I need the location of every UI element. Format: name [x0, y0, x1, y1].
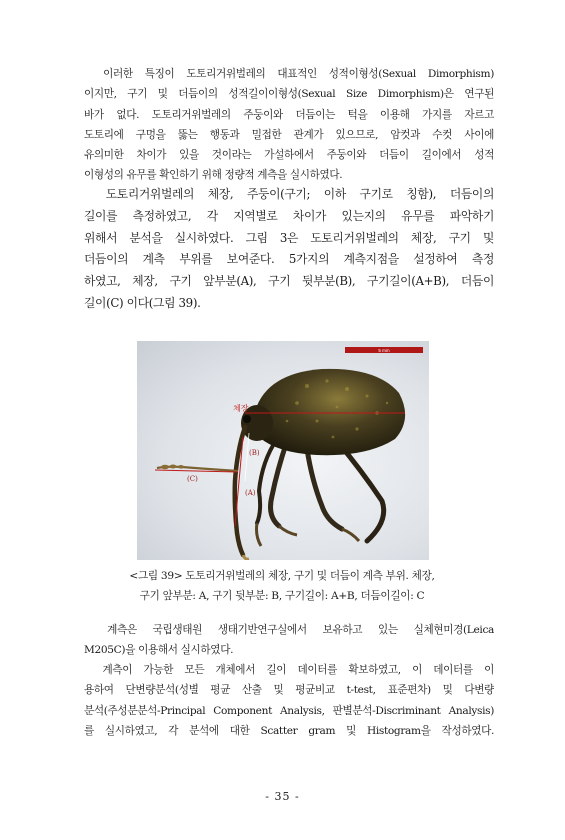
text-line: 이러한 특징이 도토리거위벌레의 대표적인 성적이형성(Sexual Dimorphism)	[84, 68, 494, 80]
caption-line: 구기 앞부분: A, 구기 뒷부분: B, 구기길이: A+B, 더듬이길이: C	[139, 590, 425, 602]
text-line: 이형성의 유무를 확인하기 위해 정량적 계측을 실시하였다.	[84, 169, 343, 182]
text-line: 길이를 측정하였고, 각 지역별로 차이가 있는지의 유무를 파악하기	[84, 208, 494, 223]
text-line: 바가 없다. 도토리거위벌레의 주둥이와 더듬이는 턱을 이용해 가지를 자르고	[84, 108, 494, 121]
weevil-rostrum	[235, 427, 245, 555]
paragraph-sexual-dimorphism	[84, 64, 494, 186]
paragraph-measurement	[84, 184, 494, 315]
text-line: 용하여 단변량분석(성별 평균 산출 및 평균비교 t-test, 표준편차) 및 다변량	[84, 684, 494, 697]
page-number: - 35 -	[265, 790, 300, 803]
text-line: 이지만, 구기 및 더듬이의 성적길이이형성(Sexual Size Dimorphism)은 연구된	[84, 88, 494, 101]
weevil-photo	[137, 341, 429, 560]
weevil-body	[255, 369, 405, 455]
weevil-illustration	[137, 341, 429, 560]
text-line: 하였고, 체장, 구기 앞부분(A), 구기 뒷부분(B), 구기길이(A+B), 더듬이	[84, 274, 494, 289]
text-line: 분석(주성분분석-Principal Component Analysis, 판별분석-Discriminant Analysis)	[84, 704, 494, 717]
text-line: 유의미한 차이가 있을 것이라는 가설하에서 주둥이와 더듬이 길이에서 성적	[84, 149, 494, 162]
text-line: 위해서 분석을 실시하였다. 그림 3은 도토리거위벌레의 체장, 구기 및	[84, 230, 494, 245]
caption-line: <그림 39> 도토리거위벌레의 체장, 구기 및 더듬이 계측 부위. 체장,	[129, 570, 435, 582]
label-b: (B)	[249, 449, 260, 457]
scale-bar-label: 5 mm	[378, 348, 390, 353]
text-line: 더듬이의 계측 부위를 보여준다. 5가지의 계측지점을 설정하여 측정	[84, 252, 494, 267]
label-a: (A)	[245, 489, 256, 497]
text-line: 를 실시하였고, 각 분석에 대한 Scatter gram 및 Histogram을 작성하였다.	[84, 724, 494, 737]
text-line: M205C)을 이용해서 실시하였다.	[84, 644, 234, 657]
text-line: 길이(C) 이다(그림 39).	[84, 295, 201, 310]
text-line: 도토리에 구멍을 뚫는 행동과 밀접한 관계가 있으므로, 암컷과 수컷 사이에	[84, 128, 494, 141]
paragraph-microscope	[84, 620, 494, 661]
text-line: 계측이 가능한 모든 개체에서 길이 데이터를 확보하였고, 이 데이터를 이	[84, 664, 494, 676]
text-line: 계측은 국립생태원 생태기반연구실에서 보유하고 있는 실체현미경(Leica	[84, 624, 494, 636]
rostrum-b-line	[245, 433, 249, 481]
label-c: (C)	[187, 475, 198, 483]
figure-caption	[84, 566, 480, 606]
paragraph-analysis	[84, 660, 494, 741]
text-line: 도토리거위벌레의 체장, 주둥이(구기; 이하 구기로 칭함), 더듬이의	[84, 187, 494, 201]
label-body-length: 체장	[233, 404, 249, 413]
